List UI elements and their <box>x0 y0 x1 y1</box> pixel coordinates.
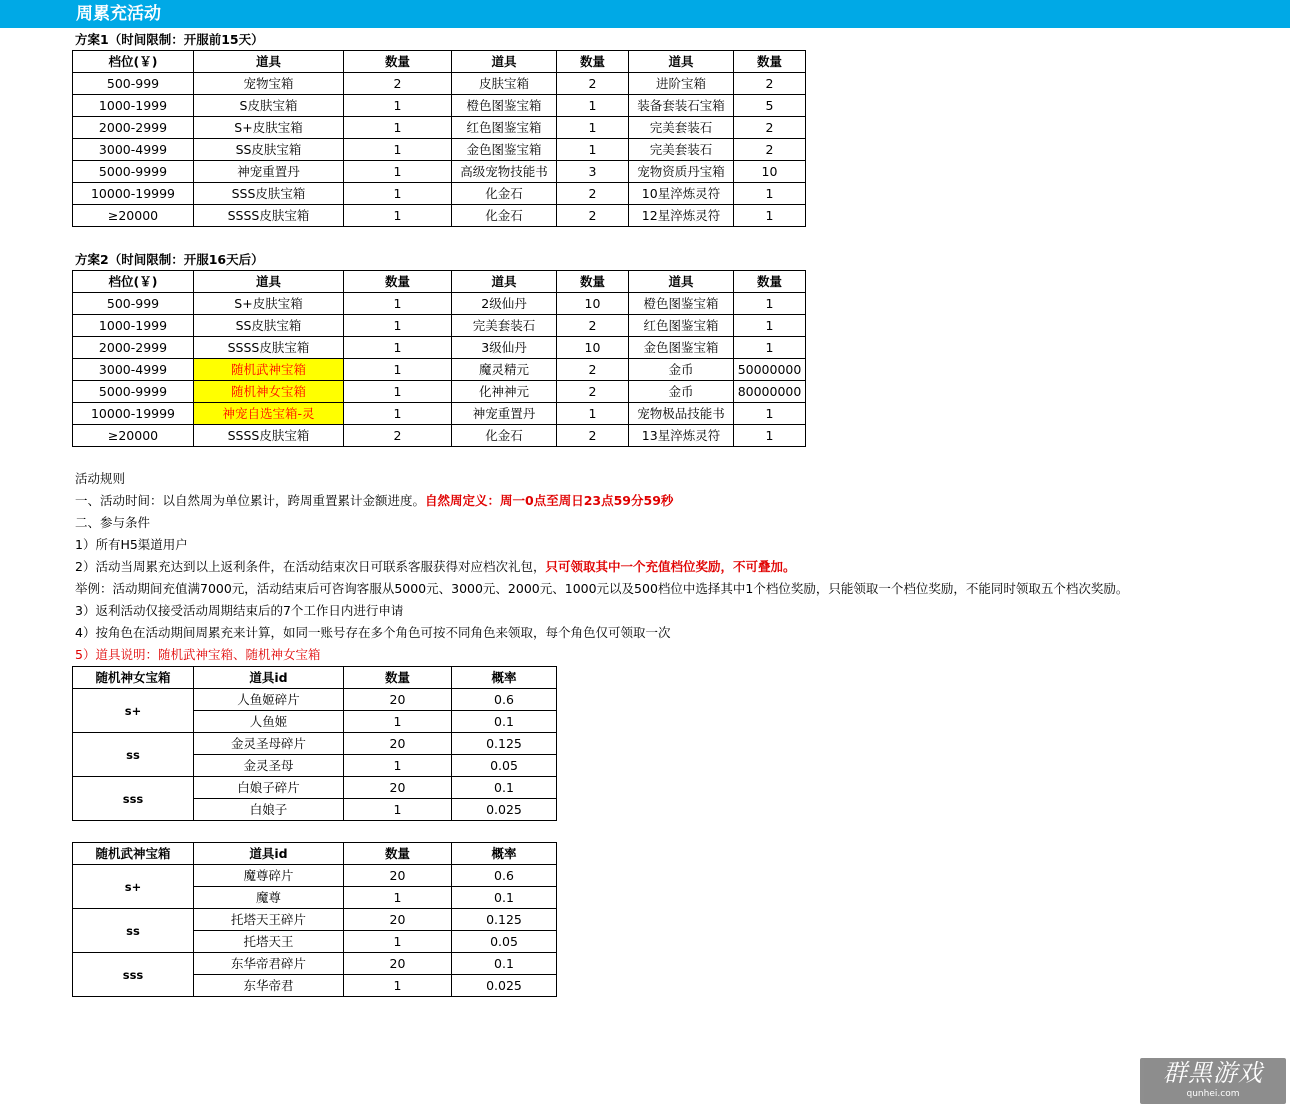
quantity-cell: 1 <box>557 117 629 139</box>
item-cell: 皮肤宝箱 <box>452 73 557 95</box>
quantity-cell: 10 <box>557 337 629 359</box>
quantity-cell: 1 <box>344 931 452 953</box>
quantity-cell: 2 <box>734 117 806 139</box>
probability-cell: 0.1 <box>452 953 557 975</box>
quantity-cell: 2 <box>557 425 629 447</box>
col-header: 道具 <box>452 271 557 293</box>
probability-cell: 0.125 <box>452 733 557 755</box>
item-cell: 红色图鉴宝箱 <box>452 117 557 139</box>
quantity-cell: 1 <box>344 711 452 733</box>
probability-cell: 0.1 <box>452 711 557 733</box>
quantity-cell: 2 <box>557 359 629 381</box>
item-cell: 完美套装石 <box>452 315 557 337</box>
item-id-cell: 白娘子碎片 <box>194 777 344 799</box>
quantity-cell: 2 <box>557 183 629 205</box>
quantity-cell: 1 <box>344 205 452 227</box>
quantity-cell: 20 <box>344 909 452 931</box>
item-cell: 完美套装石 <box>629 117 734 139</box>
item-id-cell: 东华帝君 <box>194 975 344 997</box>
probability-cell: 0.025 <box>452 799 557 821</box>
item-cell: 随机武神宝箱 <box>194 359 344 381</box>
quantity-cell: 1 <box>734 315 806 337</box>
item-id-cell: 魔尊碎片 <box>194 865 344 887</box>
col-header: 档位(￥) <box>73 271 194 293</box>
rule-text: 一、活动时间：以自然周为单位累计，跨周重置累计金额进度。 <box>75 493 426 508</box>
watermark-url: qunhei.com <box>1186 1089 1240 1099</box>
col-header: 道具id <box>194 667 344 689</box>
quantity-cell: 1 <box>344 887 452 909</box>
plan1-title: 方案1（时间限制：开服前15天） <box>75 32 264 47</box>
table-row <box>73 733 557 755</box>
quantity-cell: 1 <box>344 315 452 337</box>
rules-section <box>75 468 1275 666</box>
item-cell: 橙色图鉴宝箱 <box>629 293 734 315</box>
quantity-cell: 2 <box>344 73 452 95</box>
rule-line-example: 举例：活动期间充值满7000元，活动结束后可咨询客服从5000元、3000元、2000元、1000元以及500档位中选择其中1个档位奖励，只能领取一个档位奖励，不能同时领取五个档次奖励。 <box>75 581 1129 596</box>
tier-cell: 1000-1999 <box>73 315 194 337</box>
table-row <box>73 161 806 183</box>
quantity-cell: 1 <box>344 117 452 139</box>
tier-cell: 1000-1999 <box>73 95 194 117</box>
quantity-cell: 2 <box>557 381 629 403</box>
item-id-cell: 金灵圣母碎片 <box>194 733 344 755</box>
item-cell: SS皮肤宝箱 <box>194 315 344 337</box>
probability-cell: 0.1 <box>452 777 557 799</box>
quantity-cell: 2 <box>557 205 629 227</box>
table-row <box>73 865 557 887</box>
quantity-cell: 1 <box>344 799 452 821</box>
rule-text: 2）活动当周累充达到以上返利条件，在活动结束次日可联系客服获得对应档次礼包， <box>75 559 546 574</box>
col-header: 数量 <box>344 843 452 865</box>
item-cell: 13星淬炼灵符 <box>629 425 734 447</box>
item-cell: SS皮肤宝箱 <box>194 139 344 161</box>
tier-group-cell: ss <box>73 909 194 953</box>
quantity-cell: 5 <box>734 95 806 117</box>
table-row <box>73 909 557 931</box>
rules-title: 活动规则 <box>75 471 126 486</box>
tier-cell: ≥20000 <box>73 425 194 447</box>
table-row <box>73 183 806 205</box>
goddess-box-table <box>72 666 557 821</box>
tier-cell: 3000-4999 <box>73 359 194 381</box>
item-cell: 神宠自选宝箱-灵 <box>194 403 344 425</box>
quantity-cell: 50000000 <box>734 359 806 381</box>
tier-cell: 500-999 <box>73 293 194 315</box>
probability-cell: 0.125 <box>452 909 557 931</box>
item-cell: SSSS皮肤宝箱 <box>194 337 344 359</box>
item-id-cell: 托塔天王 <box>194 931 344 953</box>
tier-group-cell: sss <box>73 777 194 821</box>
item-cell: 金色图鉴宝箱 <box>629 337 734 359</box>
table-row <box>73 205 806 227</box>
probability-cell: 0.6 <box>452 689 557 711</box>
quantity-cell: 2 <box>557 73 629 95</box>
tier-cell: 3000-4999 <box>73 139 194 161</box>
item-cell: SSSS皮肤宝箱 <box>194 425 344 447</box>
quantity-cell: 1 <box>344 139 452 161</box>
col-header: 数量 <box>557 51 629 73</box>
tier-cell: 10000-19999 <box>73 183 194 205</box>
col-header: 随机神女宝箱 <box>73 667 194 689</box>
item-id-cell: 人鱼姬 <box>194 711 344 733</box>
table-row <box>73 381 806 403</box>
rule-line-claim <box>75 556 1275 578</box>
quantity-cell: 1 <box>734 425 806 447</box>
item-cell: 化金石 <box>452 183 557 205</box>
plan1-header-row <box>73 51 806 73</box>
quantity-cell: 20 <box>344 777 452 799</box>
quantity-cell: 1 <box>734 337 806 359</box>
quantity-cell: 1 <box>734 183 806 205</box>
quantity-cell: 10 <box>734 161 806 183</box>
table-row <box>73 293 806 315</box>
item-cell: S+皮肤宝箱 <box>194 117 344 139</box>
page-header <box>0 0 1290 28</box>
quantity-cell: 2 <box>734 73 806 95</box>
quantity-cell: 20 <box>344 865 452 887</box>
item-cell: 宠物资质丹宝箱 <box>629 161 734 183</box>
quantity-cell: 2 <box>734 139 806 161</box>
quantity-cell: 1 <box>344 161 452 183</box>
rule-line-time <box>75 490 1275 512</box>
quantity-cell: 1 <box>557 139 629 161</box>
quantity-cell: 80000000 <box>734 381 806 403</box>
quantity-cell: 1 <box>557 95 629 117</box>
rule-line-role: 4）按角色在活动期间周累充来计算，如同一账号存在多个角色可按不同角色来领取，每个角色仅可领取一次 <box>75 625 671 640</box>
quantity-cell: 1 <box>734 403 806 425</box>
quantity-cell: 1 <box>734 293 806 315</box>
col-header: 数量 <box>344 51 452 73</box>
quantity-cell: 1 <box>557 403 629 425</box>
item-cell: 金币 <box>629 381 734 403</box>
table-row <box>73 777 557 799</box>
item-cell: 金币 <box>629 359 734 381</box>
item-cell: 装备套装石宝箱 <box>629 95 734 117</box>
item-cell: 进阶宝箱 <box>629 73 734 95</box>
table-row <box>73 139 806 161</box>
col-header: 概率 <box>452 843 557 865</box>
col-header: 概率 <box>452 667 557 689</box>
quantity-cell: 1 <box>344 403 452 425</box>
table-row <box>73 73 806 95</box>
watermark-logo-text: 群黑游戏 <box>1163 1059 1263 1087</box>
item-cell: 完美套装石 <box>629 139 734 161</box>
probability-cell: 0.025 <box>452 975 557 997</box>
quantity-cell: 20 <box>344 689 452 711</box>
rule-emphasis: 自然周定义：周一0点至周日23点59分59秒 <box>425 493 674 508</box>
item-cell: 化金石 <box>452 205 557 227</box>
rule-emphasis: 只可领取其中一个充值档位奖励，不可叠加。 <box>545 559 796 574</box>
wushen-header-row <box>73 843 557 865</box>
tier-cell: 500-999 <box>73 73 194 95</box>
plan1-table <box>72 50 806 227</box>
item-cell: 2级仙丹 <box>452 293 557 315</box>
col-header: 数量 <box>344 667 452 689</box>
col-header: 档位(￥) <box>73 51 194 73</box>
item-cell: 金色图鉴宝箱 <box>452 139 557 161</box>
item-cell: 化金石 <box>452 425 557 447</box>
page-title: 周累充活动 <box>76 4 161 24</box>
probability-cell: 0.1 <box>452 887 557 909</box>
tier-cell: ≥20000 <box>73 205 194 227</box>
col-header: 数量 <box>734 271 806 293</box>
quantity-cell: 10 <box>557 293 629 315</box>
item-id-cell: 魔尊 <box>194 887 344 909</box>
col-header: 道具 <box>194 51 344 73</box>
table-row <box>73 117 806 139</box>
probability-cell: 0.6 <box>452 865 557 887</box>
item-cell: 橙色图鉴宝箱 <box>452 95 557 117</box>
item-cell: 高级宠物技能书 <box>452 161 557 183</box>
col-header: 道具 <box>629 271 734 293</box>
tier-cell: 5000-9999 <box>73 381 194 403</box>
table-row <box>73 689 557 711</box>
item-id-cell: 金灵圣母 <box>194 755 344 777</box>
item-cell: SSSS皮肤宝箱 <box>194 205 344 227</box>
item-cell: 10星淬炼灵符 <box>629 183 734 205</box>
rule-line-apply: 3）返利活动仅接受活动周期结束后的7个工作日内进行申请 <box>75 603 404 618</box>
site-watermark <box>1140 1058 1286 1104</box>
item-cell: 12星淬炼灵符 <box>629 205 734 227</box>
item-cell: 宠物宝箱 <box>194 73 344 95</box>
wushen-box-table <box>72 842 557 997</box>
item-cell: 魔灵精元 <box>452 359 557 381</box>
col-header: 数量 <box>734 51 806 73</box>
item-cell: 化神神元 <box>452 381 557 403</box>
col-header: 道具 <box>194 271 344 293</box>
quantity-cell: 1 <box>344 183 452 205</box>
quantity-cell: 2 <box>344 425 452 447</box>
plan2-title: 方案2（时间限制：开服16天后） <box>75 252 264 267</box>
item-id-cell: 东华帝君碎片 <box>194 953 344 975</box>
item-cell: 神宠重置丹 <box>452 403 557 425</box>
col-header: 数量 <box>344 271 452 293</box>
quantity-cell: 20 <box>344 733 452 755</box>
rule-line-items: 5）道具说明：随机武神宝箱、随机神女宝箱 <box>75 647 321 662</box>
table-row <box>73 95 806 117</box>
goddess-header-row <box>73 667 557 689</box>
rule-line-users: 1）所有H5渠道用户 <box>75 537 188 552</box>
table-row <box>73 315 806 337</box>
item-id-cell: 托塔天王碎片 <box>194 909 344 931</box>
item-cell: S皮肤宝箱 <box>194 95 344 117</box>
item-id-cell: 人鱼姬碎片 <box>194 689 344 711</box>
table-row <box>73 337 806 359</box>
item-id-cell: 白娘子 <box>194 799 344 821</box>
tier-cell: 10000-19999 <box>73 403 194 425</box>
item-cell: SSS皮肤宝箱 <box>194 183 344 205</box>
item-cell: 3级仙丹 <box>452 337 557 359</box>
quantity-cell: 1 <box>344 95 452 117</box>
quantity-cell: 1 <box>344 381 452 403</box>
quantity-cell: 1 <box>344 975 452 997</box>
tier-group-cell: s+ <box>73 865 194 909</box>
item-cell: S+皮肤宝箱 <box>194 293 344 315</box>
table-row <box>73 953 557 975</box>
col-header: 道具 <box>629 51 734 73</box>
tier-cell: 2000-2999 <box>73 337 194 359</box>
quantity-cell: 1 <box>344 293 452 315</box>
probability-cell: 0.05 <box>452 931 557 953</box>
tier-cell: 2000-2999 <box>73 117 194 139</box>
quantity-cell: 3 <box>557 161 629 183</box>
plan2-header-row <box>73 271 806 293</box>
col-header: 随机武神宝箱 <box>73 843 194 865</box>
tier-cell: 5000-9999 <box>73 161 194 183</box>
col-header: 数量 <box>557 271 629 293</box>
probability-cell: 0.05 <box>452 755 557 777</box>
quantity-cell: 1 <box>344 755 452 777</box>
table-row <box>73 425 806 447</box>
quantity-cell: 20 <box>344 953 452 975</box>
tier-group-cell: ss <box>73 733 194 777</box>
table-row <box>73 359 806 381</box>
table-row <box>73 403 806 425</box>
quantity-cell: 1 <box>734 205 806 227</box>
col-header: 道具 <box>452 51 557 73</box>
item-cell: 随机神女宝箱 <box>194 381 344 403</box>
item-cell: 红色图鉴宝箱 <box>629 315 734 337</box>
quantity-cell: 1 <box>344 359 452 381</box>
item-cell: 宠物极品技能书 <box>629 403 734 425</box>
quantity-cell: 1 <box>344 337 452 359</box>
plan2-table <box>72 270 806 447</box>
tier-group-cell: s+ <box>73 689 194 733</box>
quantity-cell: 2 <box>557 315 629 337</box>
rule-line-conditions: 二、参与条件 <box>75 515 151 530</box>
tier-group-cell: sss <box>73 953 194 997</box>
item-cell: 神宠重置丹 <box>194 161 344 183</box>
col-header: 道具id <box>194 843 344 865</box>
